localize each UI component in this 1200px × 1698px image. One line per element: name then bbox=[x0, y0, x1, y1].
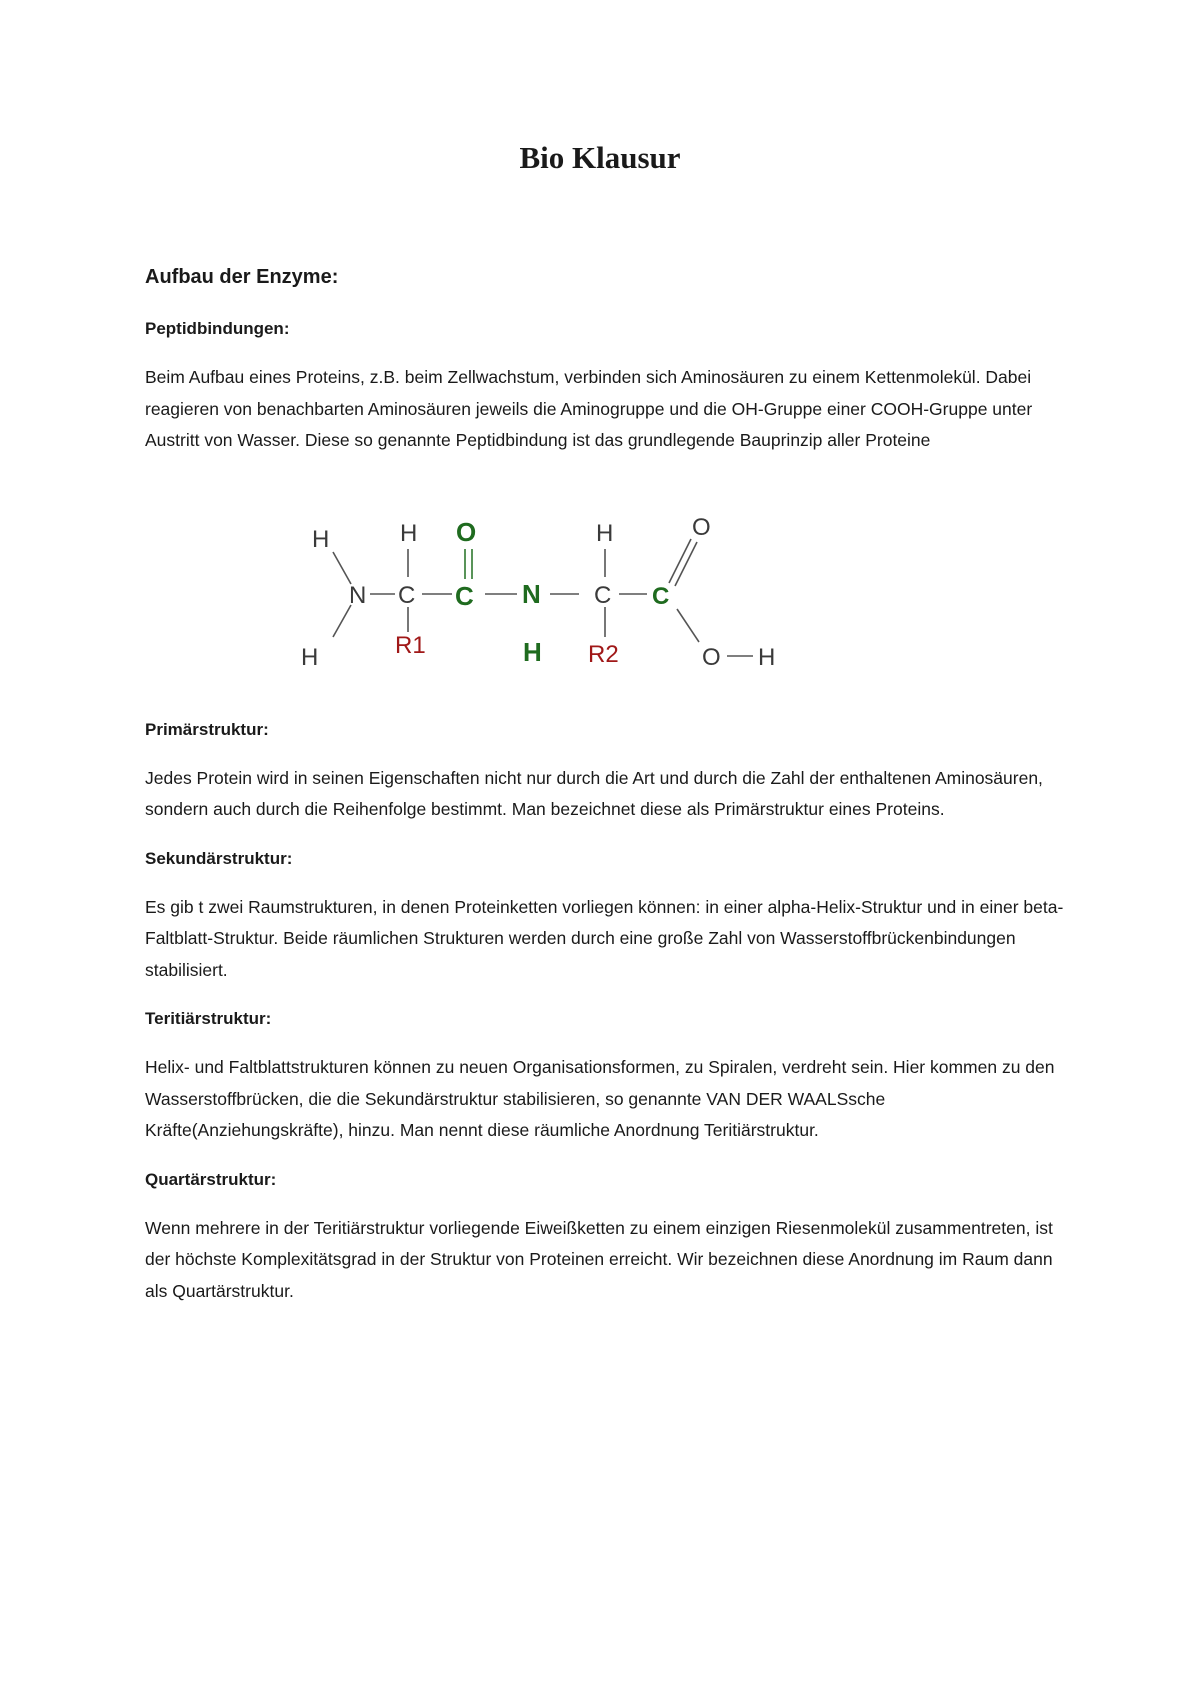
peptide-bond-structure-diagram bbox=[145, 477, 1075, 677]
atom-r2: R2 bbox=[588, 640, 619, 668]
paragraph-secondary-structure: Es gib t zwei Raumstrukturen, in denen Proteinketten vorliegen können: in einer alpha-Helix-Struktur und in einer beta-Faltblatt-Struktur. Beide räumlichen Strukturen werden durch eine große Zahl von Wasserstoffbrückenbindungen stabilisiert. bbox=[145, 896, 1064, 980]
heading-peptide-bonds: Peptidbindungen: bbox=[145, 319, 290, 338]
bond-n-h-bottom bbox=[333, 605, 351, 637]
atom-o-carboxyl-top: O bbox=[692, 513, 711, 541]
heading-secondary-structure: Sekundärstruktur: bbox=[145, 848, 293, 868]
atom-h-above-c1: H bbox=[400, 519, 418, 547]
peptide-bond-structure-figure bbox=[145, 477, 1075, 677]
atom-c-peptide: C bbox=[455, 580, 474, 611]
atom-c-carboxyl: C bbox=[652, 582, 670, 610]
bond-h-n-top bbox=[333, 552, 351, 584]
paragraph-peptide-bonds: Beim Aufbau eines Proteins, z.B. beim Zellwachstum, verbinden sich Aminosäuren zu einem Kettenmolekül. Dabei reagieren von benachbarten Aminosäuren jeweils die Aminogruppe und die OH-Gruppe einer COOH-Gruppe unter Austritt von Wasser. Diese so genannte Peptidbindung ist das grundlegende Bauprinzip aller Proteine bbox=[145, 367, 1033, 450]
atom-c2: C bbox=[594, 581, 612, 609]
document-title: Bio Klausur bbox=[519, 140, 681, 175]
atom-h-hydroxyl: H bbox=[758, 643, 776, 671]
heading-tertiary-structure: Teritiärstruktur: bbox=[145, 1009, 272, 1028]
atom-c1: C bbox=[398, 581, 416, 609]
heading-primary-structure: Primärstruktur: bbox=[145, 719, 269, 739]
atom-o-peptide: O bbox=[456, 516, 477, 547]
atom-n-left: N bbox=[349, 581, 367, 609]
paragraph-tertiary-structure: Helix- und Faltblattstrukturen können zu neuen Organisationsformen, zu Spiralen, verdreht sein. Hier kommen zu den Wasserstoffbrücken, die die Sekundärstruktur stabilisieren, so genannte VAN DER WAALSsche Kräfte(Anziehungskräfte), hinzu. Man nennt diese räumliche Anordnung Teritiärstruktur. bbox=[145, 1057, 1055, 1140]
atom-h-peptide: H bbox=[523, 636, 542, 667]
atom-r1: R1 bbox=[395, 631, 426, 659]
paragraph-quaternary-structure: Wenn mehrere in der Teritiärstruktur vorliegende Eiweißketten zu einem einzigen Riesenmolekül zusammentreten, ist der höchste Komplexitätsgrad in der Struktur von Proteinen erreicht. Wir bezeichnen diese Anordnung im Raum dann als Quartärstruktur. bbox=[145, 1217, 1053, 1301]
paragraph-primary-structure: Jedes Protein wird in seinen Eigenschaften nicht nur durch die Art und durch die Zahl der enthaltenen Aminosäuren, sondern auch durch die Reihenfolge bestimmt. Man bezeichnet diese als Primärstruktur eines Proteins. bbox=[145, 767, 1043, 819]
bond-c-carboxyl-o-hydroxyl bbox=[677, 609, 699, 642]
atom-h-top-left: H bbox=[312, 525, 330, 553]
atom-o-hydroxyl: O bbox=[702, 643, 721, 671]
atom-h-above-c2: H bbox=[596, 519, 614, 547]
atom-h-bottom-left: H bbox=[301, 643, 319, 671]
atom-n-peptide: N bbox=[522, 578, 541, 609]
section-heading-enzyme-structure: Aufbau der Enzyme: bbox=[145, 266, 339, 288]
document-content bbox=[145, 262, 1075, 1327]
heading-quaternary-structure: Quartärstruktur: bbox=[145, 1169, 277, 1189]
